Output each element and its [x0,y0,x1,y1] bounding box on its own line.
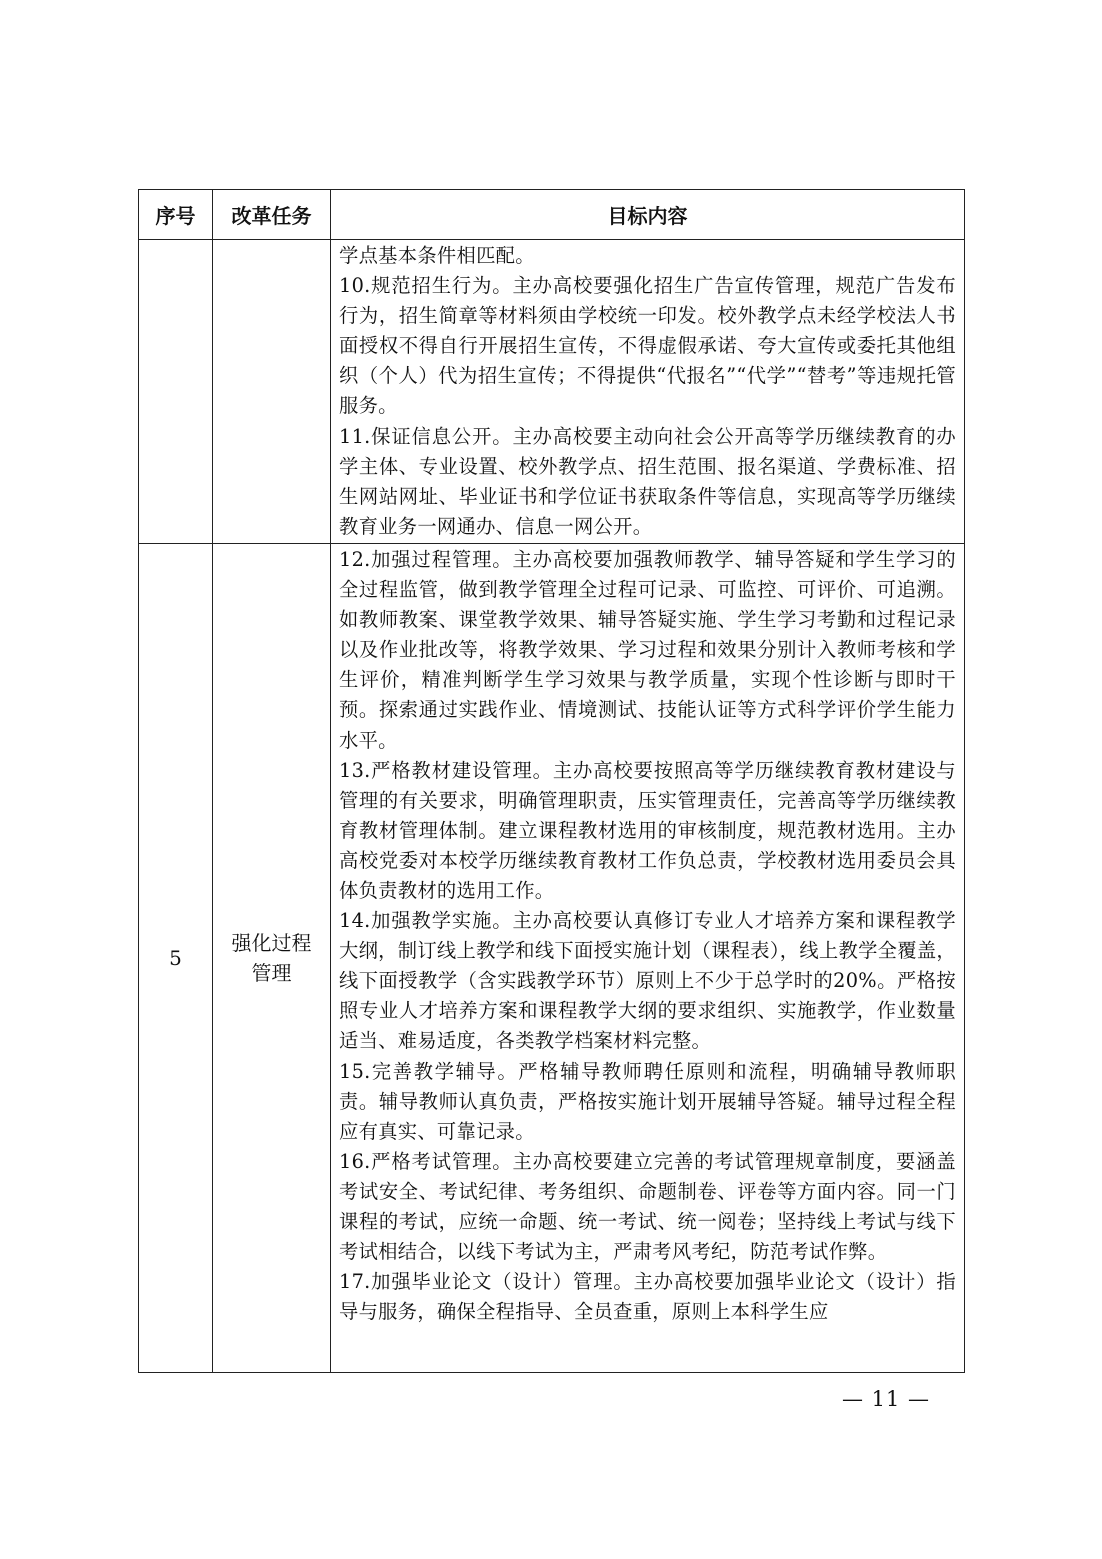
row-number: 5 [139,543,213,1372]
row-content [331,543,965,1372]
header-number: 序号 [139,190,213,240]
reform-task-table [138,189,965,1373]
content-paragraph: 12.加强过程管理。主办高校要加强教师教学、辅导答疑和学生学习的全过程监管，做到教学管理全过程可记录、可监控、可评价、可追溯。如教师教案、课堂教学效果、辅导答疑实施、学生学习考勤和过程记录以及作业批改等，将教学效果、学习过程和效果分别计入教师考核和学生评价，精准判断学生学习效果与教学质量，实现个性诊断与即时干预。探索通过实践作业、情境测试、技能认证等方式科学评价学生能力水平。 [339,547,956,752]
page-number: — 11 — [841,1387,931,1411]
content-paragraph: 学点基本条件相匹配。 [339,244,535,267]
content-paragraph: 14.加强教学实施。主办高校要认真修订专业人才培养方案和课程教学大纲，制订线上教学和线下面授实施计划（课程表），线上教学全覆盖，线下面授教学（含实践教学环节）原则上不少于总学时的20%。严格按照专业人才培养方案和课程教学大纲的要求组织、实施教学，作业数量适当、难易适度，各类教学档案材料完整。 [339,909,956,1053]
header-task: 改革任务 [213,190,331,240]
row-number [139,240,213,544]
content-paragraph: 16.严格考试管理。主办高校要建立完善的考试管理规章制度，要涵盖考试安全、考试纪律、考务组织、命题制卷、评卷等方面内容。同一门课程的考试，应统一命题、统一考试、统一阅卷；坚持线上考试与线下考试相结合，以线下考试为主，严肃考风考纪，防范考试作弊。 [339,1149,956,1264]
content-paragraph: 11.保证信息公开。主办高校要主动向社会公开高等学历继续教育的办学主体、专业设置、校外教学点、招生范围、报名渠道、学费标准、招生网站网址、毕业证书和学位证书获取条件等信息，实现高等学历继续教育业务一网通办、信息一网公开。 [339,424,956,538]
table-header-row [139,190,965,240]
content-paragraph: 15.完善教学辅导。严格辅导教师聘任原则和流程，明确辅导教师职责。辅导教师认真负责，严格按实施计划开展辅导答疑。辅导过程全程应有真实、可靠记录。 [339,1059,956,1143]
content-paragraph: 17.加强毕业论文（设计）管理。主办高校要加强毕业论文（设计）指导与服务，确保全程指导、全员查重，原则上本科学生应 [339,1270,956,1324]
content-paragraph: 10.规范招生行为。主办高校要强化招生广告宣传管理，规范广告发布行为，招生简章等材料须由学校统一印发。校外教学点未经学校法人书面授权不得自行开展招生宣传，不得虚假承诺、夸大宣传或委托其他组织（个人）代为招生宣传；不得提供“代报名”“代学”“替考”等违规托管服务。 [339,274,956,418]
row-content [331,240,965,544]
table-row [139,240,965,544]
row-task [213,240,331,544]
header-content: 目标内容 [331,190,965,240]
content-paragraph: 13.严格教材建设管理。主办高校要按照高等学历继续教育教材建设与管理的有关要求，明确管理职责，压实管理责任，完善高等学历继续教育教材管理体制。建立课程教材选用的审核制度，规范教材选用。主办高校党委对本校学历继续教育教材工作负总责，学校教材选用委员会具体负责教材的选用工作。 [339,758,956,902]
table-row [139,543,965,1372]
row-task: 强化过程管理 [213,543,331,1372]
